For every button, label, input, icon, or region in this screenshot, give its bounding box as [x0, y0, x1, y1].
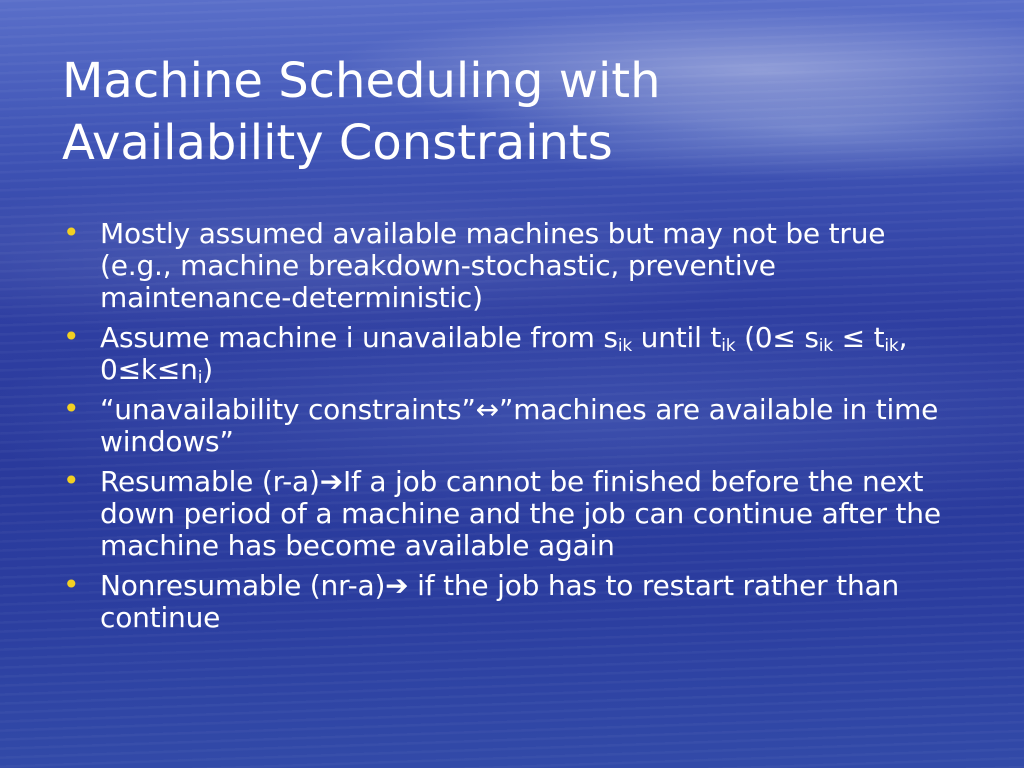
bullet-text: Resumable (r-a)➔If a job cannot be finished before the next down period of a machine and the job can continue after the machine has become available again [100, 465, 941, 562]
bullet-item-4 [62, 466, 962, 562]
bullet-text-part: until t [631, 321, 722, 354]
bullet-item-3 [62, 394, 962, 458]
subscript: ik [818, 336, 833, 356]
bullet-text-part: ≤ t [832, 321, 885, 354]
bullet-dot-icon: • [63, 392, 80, 425]
title-line-1: Machine Scheduling with [62, 53, 661, 109]
subscript: ik [617, 336, 632, 356]
bullet-dot-icon: • [63, 568, 80, 601]
bullet-text-part: (0≤ s [735, 321, 819, 354]
subscript: ik [721, 336, 736, 356]
bullet-dot-icon: • [63, 216, 80, 249]
title-line-2: Availability Constraints [62, 115, 613, 171]
subscript: ik [884, 336, 899, 356]
bullet-text: Nonresumable (nr-a)➔ if the job has to restart rather than continue [100, 569, 900, 634]
bullet-text-part: , 0≤k≤n [100, 321, 908, 386]
subscript: i [197, 368, 203, 388]
bullet-dot-icon: • [63, 320, 80, 353]
bullet-text: “unavailability constraints”↔”machines are available in time windows” [100, 393, 939, 458]
bullet-dot-icon: • [63, 464, 80, 497]
bullet-list [62, 218, 962, 642]
bullet-item-1 [62, 218, 962, 314]
bullet-item-5 [62, 570, 962, 634]
bullet-item-2 [62, 322, 962, 386]
bullet-text-part: Assume machine i unavailable from s [100, 321, 618, 354]
slide-title [62, 50, 942, 174]
bullet-text: Mostly assumed available machines but may not be true (e.g., machine breakdown-stochastic, preventive maintenance-deterministic) [100, 217, 886, 314]
bullet-text-part: ) [202, 353, 213, 386]
